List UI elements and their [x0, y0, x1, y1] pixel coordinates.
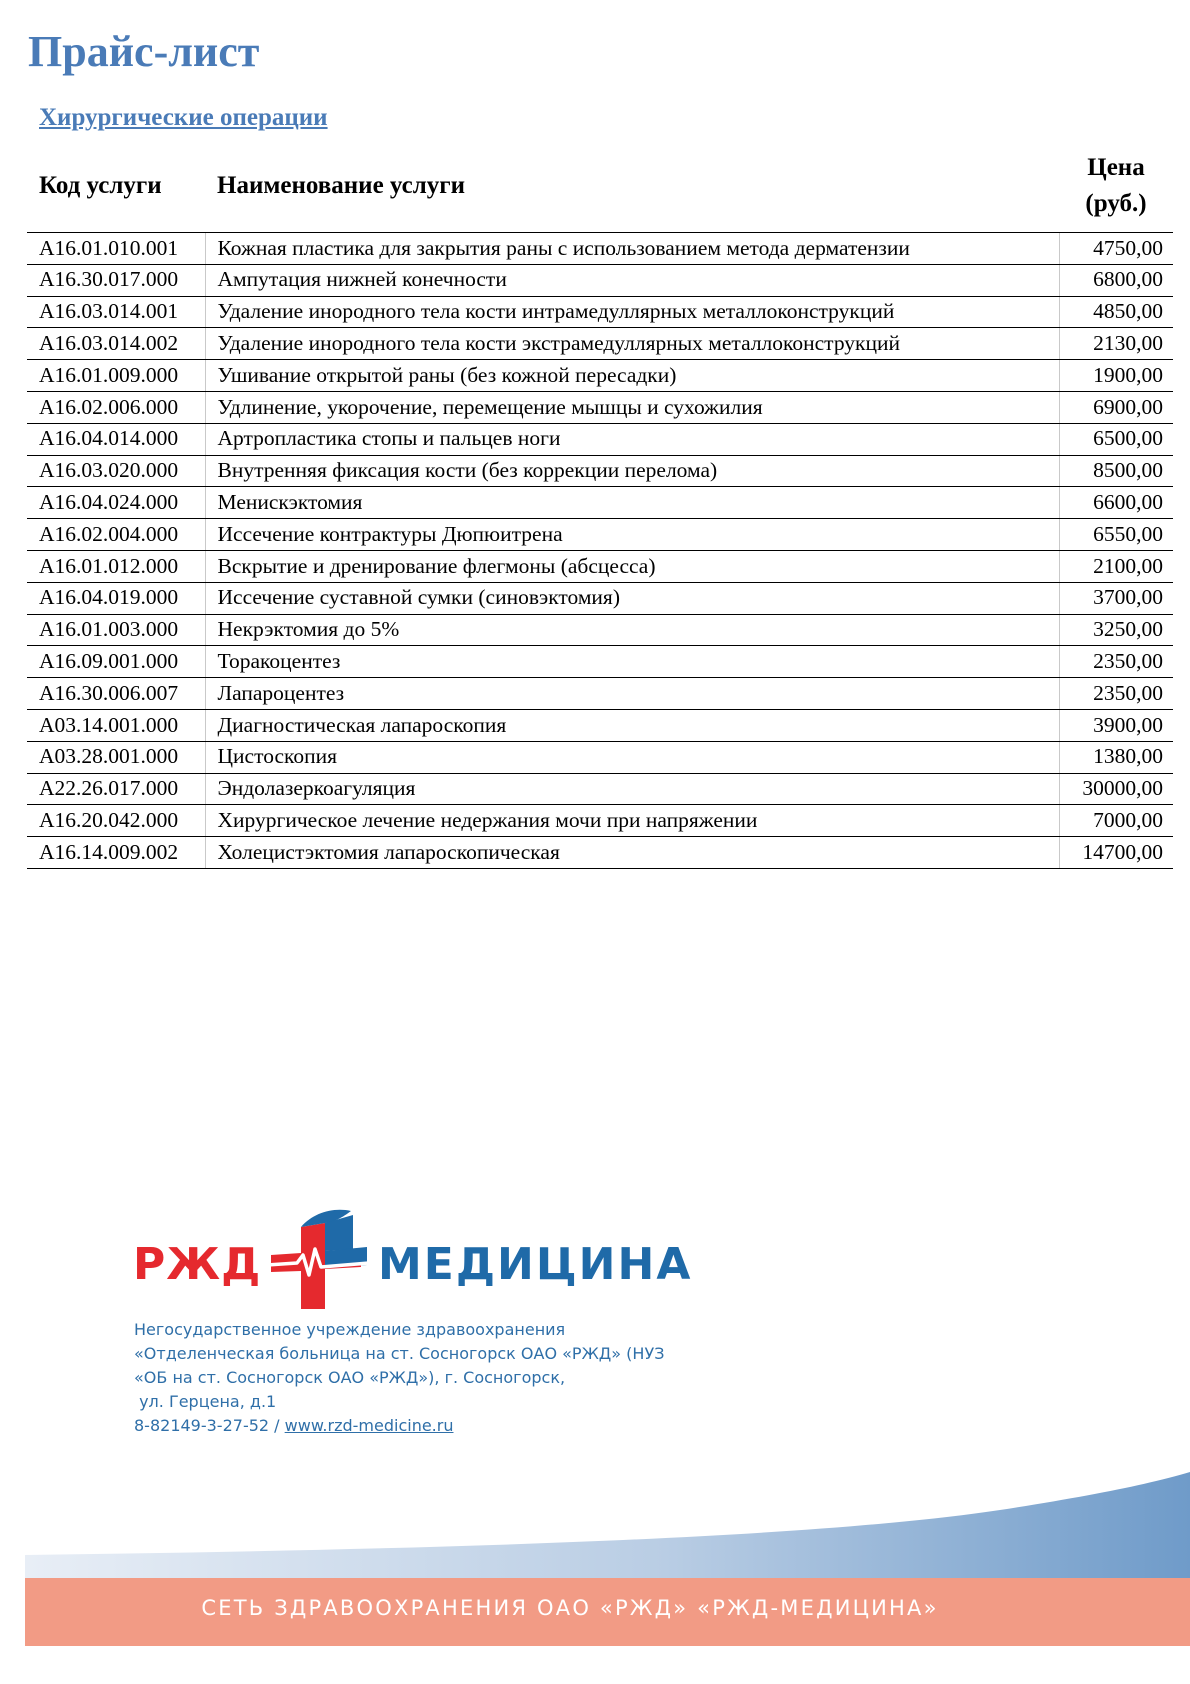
table-row — [27, 805, 1173, 837]
bottom-wave-decoration — [0, 1470, 1190, 1684]
section-title: Хирургические операции — [39, 104, 328, 131]
table-row — [27, 741, 1173, 773]
code-cell: A16.04.024.000 — [27, 487, 205, 519]
price-cell: 6550,00 — [1059, 519, 1173, 551]
table-row — [27, 360, 1173, 392]
table-header-row — [27, 140, 1173, 233]
price-cell: 14700,00 — [1059, 837, 1173, 869]
code-cell: A16.03.014.002 — [27, 328, 205, 360]
code-cell: A16.30.006.007 — [27, 678, 205, 710]
name-cell: Холецистэктомия лапароскопическая — [205, 837, 1059, 869]
price-cell: 8500,00 — [1059, 455, 1173, 487]
code-cell: A16.02.006.000 — [27, 391, 205, 423]
price-cell: 3700,00 — [1059, 582, 1173, 614]
header-code: Код услуги — [27, 140, 205, 233]
name-cell: Хирургическое лечение недержания мочи при напряжении — [205, 805, 1059, 837]
name-cell: Лапароцентез — [205, 678, 1059, 710]
name-cell: Иссечение суставной сумки (синовэктомия) — [205, 582, 1059, 614]
logo — [133, 1205, 693, 1315]
code-cell: A16.01.012.000 — [27, 550, 205, 582]
name-cell: Вскрытие и дренирование флегмоны (абсцесса) — [205, 550, 1059, 582]
price-cell: 30000,00 — [1059, 773, 1173, 805]
price-cell: 3900,00 — [1059, 709, 1173, 741]
table-row — [27, 614, 1173, 646]
code-cell: A16.01.010.001 — [27, 233, 205, 265]
name-cell: Некрэктомия до 5% — [205, 614, 1059, 646]
table-body — [27, 233, 1173, 869]
page-title: Прайс-лист — [28, 27, 260, 76]
name-cell: Иссечение контрактуры Дюпюитрена — [205, 519, 1059, 551]
price-cell: 3250,00 — [1059, 614, 1173, 646]
org-line-3: «ОБ на ст. Сосногорск ОАО «РЖД»), г. Сосногорск, — [134, 1368, 566, 1387]
price-cell: 2350,00 — [1059, 678, 1173, 710]
website-link[interactable]: www.rzd-medicine.ru — [284, 1416, 454, 1435]
price-cell: 6900,00 — [1059, 391, 1173, 423]
price-cell: 6800,00 — [1059, 264, 1173, 296]
table-row — [27, 646, 1173, 678]
code-cell: A16.01.003.000 — [27, 614, 205, 646]
price-cell: 6600,00 — [1059, 487, 1173, 519]
code-cell: A16.02.004.000 — [27, 519, 205, 551]
name-cell: Удлинение, укорочение, перемещение мышцы и сухожилия — [205, 391, 1059, 423]
org-contacts — [134, 1414, 664, 1438]
organization-info — [134, 1318, 664, 1438]
name-cell: Цистоскопия — [205, 741, 1059, 773]
price-cell: 1380,00 — [1059, 741, 1173, 773]
table-row — [27, 773, 1173, 805]
table-row — [27, 233, 1173, 265]
name-cell: Внутренняя фиксация кости (без коррекции перелома) — [205, 455, 1059, 487]
org-line-4: ул. Герцена, д.1 — [134, 1392, 277, 1411]
code-cell: A22.26.017.000 — [27, 773, 205, 805]
name-cell: Ампутация нижней конечности — [205, 264, 1059, 296]
code-cell: A03.14.001.000 — [27, 709, 205, 741]
code-cell: A16.04.014.000 — [27, 423, 205, 455]
name-cell: Удаление инородного тела кости экстрамедуллярных металлоконструкций — [205, 328, 1059, 360]
code-cell: A16.09.001.000 — [27, 646, 205, 678]
header-price — [1059, 140, 1173, 233]
medical-cross-icon — [263, 1205, 373, 1315]
table-row — [27, 264, 1173, 296]
table-row — [27, 678, 1173, 710]
price-cell: 6500,00 — [1059, 423, 1173, 455]
code-cell: A16.20.042.000 — [27, 805, 205, 837]
table-row — [27, 328, 1173, 360]
price-cell: 2130,00 — [1059, 328, 1173, 360]
code-cell: A16.04.019.000 — [27, 582, 205, 614]
price-table — [27, 140, 1173, 869]
code-cell: A16.03.014.001 — [27, 296, 205, 328]
code-cell: A16.14.009.002 — [27, 837, 205, 869]
price-cell: 1900,00 — [1059, 360, 1173, 392]
code-cell: A16.03.020.000 — [27, 455, 205, 487]
name-cell: Эндолазеркоагуляция — [205, 773, 1059, 805]
name-cell: Ушивание открытой раны (без кожной пересадки) — [205, 360, 1059, 392]
footer-slogan: СЕТЬ ЗДРАВООХРАНЕНИЯ ОАО «РЖД» «РЖД-МЕДИЦИНА» — [201, 1596, 939, 1620]
table-row — [27, 296, 1173, 328]
table-row — [27, 423, 1173, 455]
name-cell: Торакоцентез — [205, 646, 1059, 678]
table-row — [27, 455, 1173, 487]
logo-text-medicine: МЕДИЦИНА — [378, 1239, 693, 1290]
table-row — [27, 519, 1173, 551]
table-row — [27, 550, 1173, 582]
table-row — [27, 837, 1173, 869]
logo-text-rzd: РЖД — [133, 1239, 262, 1290]
name-cell: Диагностическая лапароскопия — [205, 709, 1059, 741]
name-cell: Удаление инородного тела кости интрамедуллярных металлоконструкций — [205, 296, 1059, 328]
table-row — [27, 391, 1173, 423]
name-cell: Кожная пластика для закрытия раны с использованием метода дерматензии — [205, 233, 1059, 265]
name-cell: Менискэктомия — [205, 487, 1059, 519]
price-cell: 2350,00 — [1059, 646, 1173, 678]
header-name: Наименование услуги — [205, 140, 1059, 233]
code-cell: A16.30.017.000 — [27, 264, 205, 296]
org-line-1: Негосударственное учреждение здравоохранения — [134, 1320, 566, 1339]
price-cell: 4750,00 — [1059, 233, 1173, 265]
price-cell: 4850,00 — [1059, 296, 1173, 328]
org-phone: 8-82149-3-27-52 / — [134, 1416, 285, 1435]
code-cell: A03.28.001.000 — [27, 741, 205, 773]
name-cell: Артропластика стопы и пальцев ноги — [205, 423, 1059, 455]
price-cell: 7000,00 — [1059, 805, 1173, 837]
code-cell: A16.01.009.000 — [27, 360, 205, 392]
header-price-line1: Цена — [1087, 153, 1145, 181]
price-cell: 2100,00 — [1059, 550, 1173, 582]
table-row — [27, 582, 1173, 614]
table-row — [27, 487, 1173, 519]
header-price-line2: (руб.) — [1085, 190, 1147, 217]
org-line-2: «Отделенческая больница на ст. Сосногорск ОАО «РЖД» (НУЗ — [134, 1344, 665, 1363]
table-row — [27, 709, 1173, 741]
